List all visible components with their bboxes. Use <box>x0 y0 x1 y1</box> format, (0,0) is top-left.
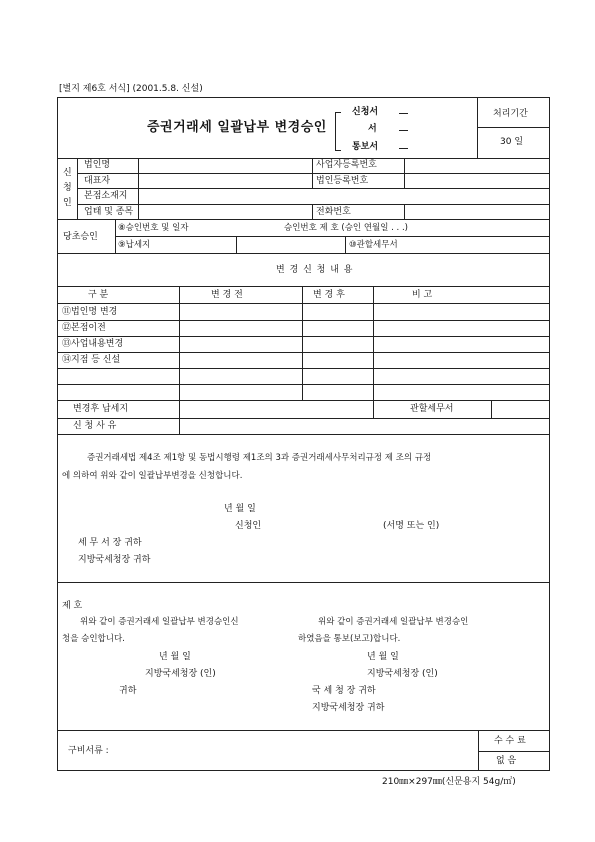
approval-left-line2: 청을 승인합니다. <box>62 634 125 644</box>
approval-right-to-nts: 국 세 청 장 귀하 <box>312 686 376 696</box>
approval-left-line1: 위와 같이 증권거래세 일괄납부 변경승인신 <box>80 617 239 627</box>
corp-reg-no-label: 법인등록번호 <box>316 176 369 186</box>
approval-no-date-label: ⑧승인번호 및 일자 <box>118 223 189 233</box>
fee-label: 수 수 료 <box>494 736 526 746</box>
phone-label: 전화번호 <box>316 207 351 217</box>
approval-left-to: 귀하 <box>119 686 137 696</box>
approval-left-date: 년 월 일 <box>159 652 191 662</box>
tax-office-label: ⑩관할세무서 <box>349 240 398 250</box>
title-bracket <box>335 112 336 150</box>
paper-size-footer: 210㎜×297㎜(신문용지 54g/㎡) <box>382 777 516 787</box>
approval-no-value: 승인번호 제 호 (승인 연월일 . . .) <box>284 223 408 233</box>
col-remarks: 비 고 <box>412 290 433 300</box>
applicant-label-2: 청 <box>63 183 72 193</box>
applicant-label-3: 인 <box>63 198 72 208</box>
approval-right-date: 년 월 일 <box>367 652 399 662</box>
declaration-signature: (서명 또는 인) <box>383 521 440 531</box>
biz-reg-no-label: 사업자등록번호 <box>316 160 377 170</box>
approval-left-signer: 지방국세청장 (인) <box>145 669 216 679</box>
applicant-label-1: 신 <box>63 168 72 178</box>
approval-right-line1: 위와 같이 증권거래세 일괄납부 변경승인 <box>318 617 469 627</box>
form-type-notice: 통보서 <box>352 142 379 152</box>
col-category: 구 분 <box>88 290 109 300</box>
approval-right-to-regional: 지방국세청장 귀하 <box>312 703 385 713</box>
declaration-applicant: 신청인 <box>235 521 262 531</box>
fee-value: 없 음 <box>496 756 517 766</box>
declaration-to-tax-office: 세 무 서 장 귀하 <box>78 538 142 548</box>
representative-label: 대표자 <box>84 176 111 186</box>
declaration-line2: 에 의하여 위와 같이 일괄납부변경을 신청합니다. <box>62 471 243 481</box>
processing-period-value: 30 일 <box>500 137 524 147</box>
after-tax-place-label: 변경후 납세지 <box>73 404 129 414</box>
row-branch-new: ⑭지점 등 신설 <box>62 355 121 365</box>
form-type-application: 신청서 <box>352 107 379 117</box>
row-business-change: ⑬사업내용변경 <box>62 339 124 349</box>
reason-label: 신 청 사 유 <box>73 421 117 431</box>
attachments-label: 구비서류 : <box>68 746 109 756</box>
col-before: 변 경 전 <box>211 290 243 300</box>
row-corp-name-change: ⑪법인명 변경 <box>62 307 118 317</box>
declaration-date: 년 월 일 <box>224 504 256 514</box>
head-office-label: 본점소재지 <box>84 191 128 201</box>
change-section-heading: 변 경 신 청 내 용 <box>276 265 354 275</box>
form-type-certificate: 서 <box>368 124 377 134</box>
approval-number: 제 호 <box>62 601 83 611</box>
form-number-note: [별지 제6호 서식] (2001.5.8. 신설) <box>59 84 203 94</box>
processing-period-label: 처리기간 <box>493 109 528 119</box>
col-after: 변 경 후 <box>313 290 345 300</box>
business-type-label: 업태 및 종목 <box>84 207 134 217</box>
declaration-line1: 증권거래세법 제4조 제1항 및 동법시행령 제1조의 3과 증권거래세사무처리규정 제 조의 규정 <box>87 453 432 463</box>
after-tax-office-label: 관할세무서 <box>410 404 454 414</box>
corp-name-label: 법인명 <box>84 160 111 170</box>
declaration-to-regional: 지방국세청장 귀하 <box>78 555 151 565</box>
initial-approval-label: 당초승인 <box>63 232 98 242</box>
form-title: 증권거래세 일괄납부 변경승인 <box>147 120 327 135</box>
tax-place-label: ⑨납세지 <box>118 240 151 250</box>
row-head-office-move: ⑫본점이전 <box>62 323 106 333</box>
approval-right-line2: 하였음을 통보(보고)합니다. <box>298 634 401 644</box>
approval-right-signer: 지방국세청장 (인) <box>367 669 438 679</box>
